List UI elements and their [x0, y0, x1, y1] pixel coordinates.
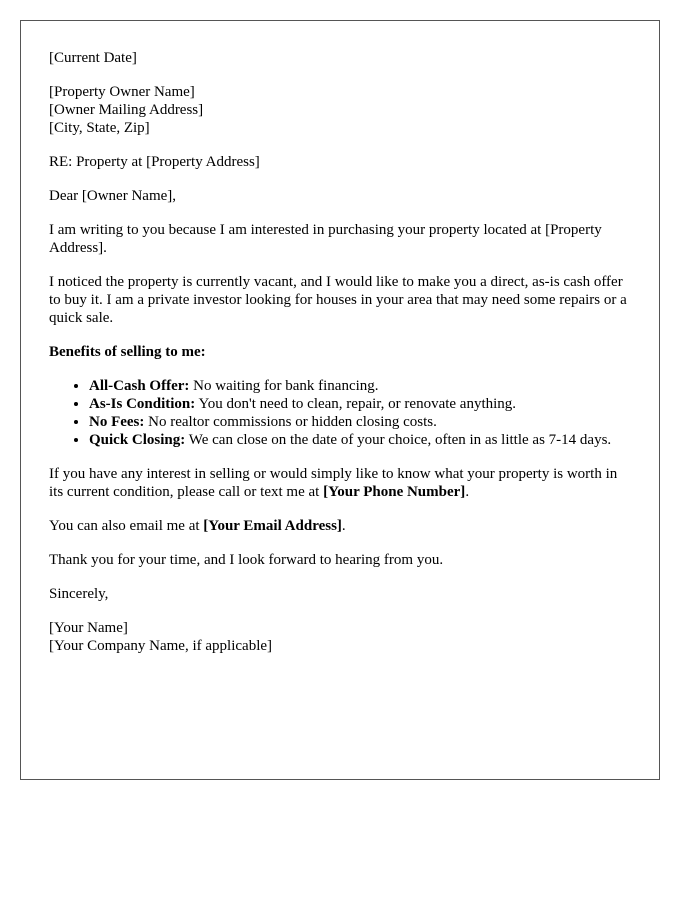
- benefit-title: No Fees:: [89, 414, 145, 430]
- email-end: .: [341, 518, 346, 534]
- recipient-address: [Owner Mailing Address]: [49, 102, 204, 118]
- signature-name: [Your Name]: [49, 620, 128, 636]
- recipient-block: [49, 83, 634, 137]
- recipient-name: [Property Owner Name]: [49, 84, 195, 100]
- phone-number: [Your Phone Number]: [323, 484, 466, 500]
- signature-block: [49, 619, 634, 655]
- benefits-list: [49, 377, 634, 449]
- benefit-text: We can close on the date of your choice, often in as little as 7-14 days.: [185, 432, 612, 448]
- letter-date: [Current Date]: [49, 50, 137, 66]
- thanks-paragraph: Thank you for your time, and I look forward to hearing from you.: [49, 552, 444, 568]
- benefit-item: [89, 395, 634, 413]
- closing: Sincerely,: [49, 586, 109, 602]
- benefit-title: As-Is Condition:: [89, 396, 196, 412]
- contact-end: .: [465, 484, 470, 500]
- benefits-heading: Benefits of selling to me:: [49, 344, 206, 360]
- letter-page: [20, 20, 660, 780]
- recipient-city-state-zip: [City, State, Zip]: [49, 120, 150, 136]
- re-line: RE: Property at [Property Address]: [49, 154, 260, 170]
- benefit-item: [89, 377, 634, 395]
- benefit-item: [89, 431, 634, 449]
- signature-company: [Your Company Name, if applicable]: [49, 638, 273, 654]
- benefit-item: [89, 413, 634, 431]
- offer-paragraph: I noticed the property is currently vacant, and I would like to make you a direct, as-is cash offer to buy it. I am a private investor looking for houses in your area that may need some repairs or a quick sale.: [49, 274, 627, 326]
- email-address: [Your Email Address]: [203, 518, 342, 534]
- benefit-title: Quick Closing:: [89, 432, 186, 448]
- contact-text: If you have any interest in selling or would simply like to know what your property is worth in its current condition, please call or text me at: [49, 466, 618, 500]
- benefit-text: You don't need to clean, repair, or renovate anything.: [195, 396, 517, 412]
- email-paragraph: [49, 517, 634, 535]
- intro-paragraph: I am writing to you because I am interested in purchasing your property located at [Property Address].: [49, 222, 602, 256]
- letter-body: [49, 49, 634, 671]
- salutation: Dear [Owner Name],: [49, 188, 177, 204]
- email-text: You can also email me at: [49, 518, 204, 534]
- benefit-text: No realtor commissions or hidden closing costs.: [144, 414, 437, 430]
- benefit-title: All-Cash Offer:: [89, 378, 190, 394]
- contact-paragraph: [49, 465, 634, 501]
- benefit-text: No waiting for bank financing.: [189, 378, 379, 394]
